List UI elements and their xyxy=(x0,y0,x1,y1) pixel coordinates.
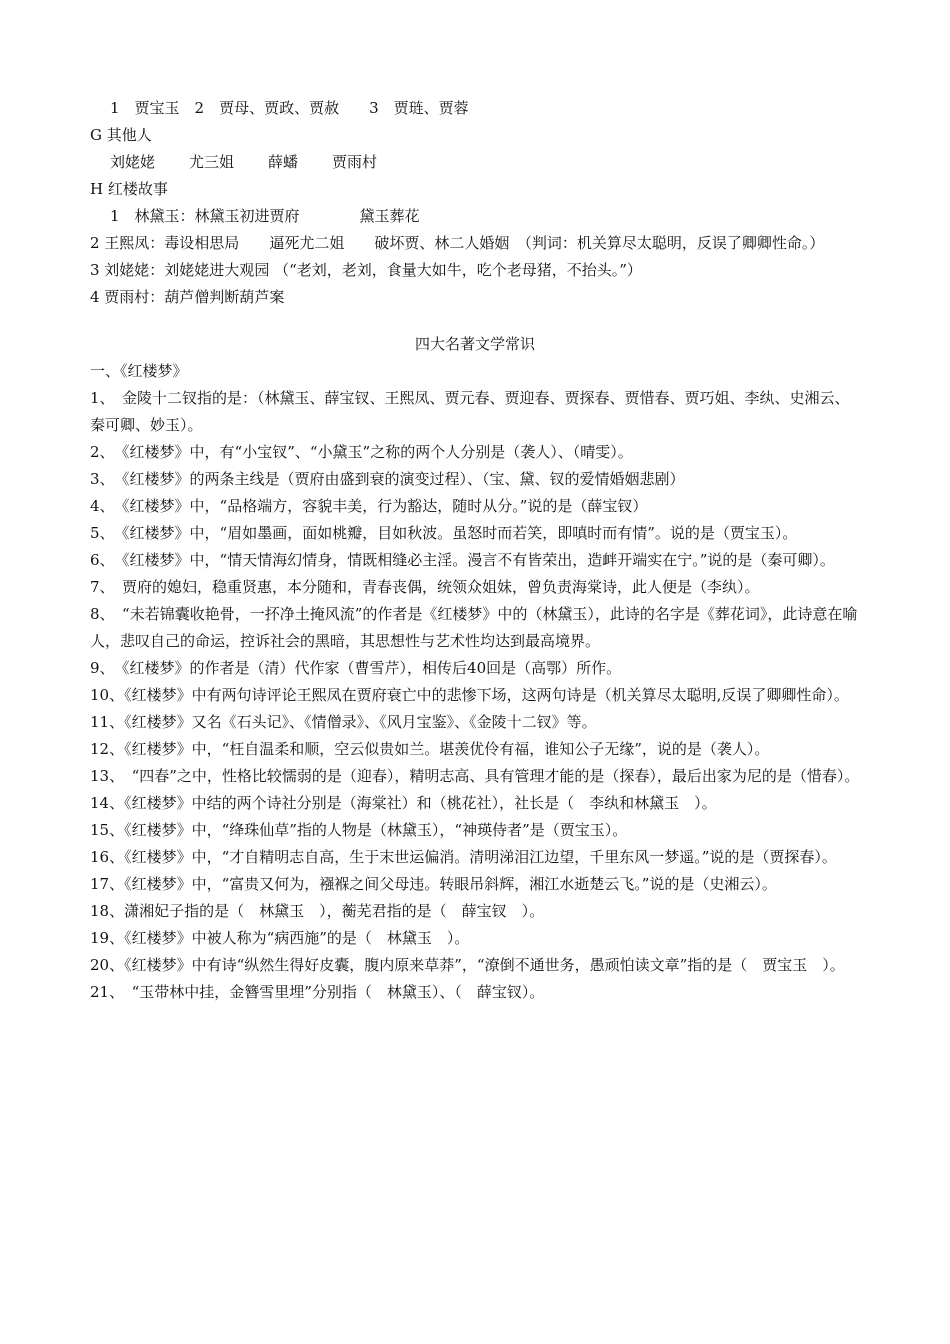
list-item: 17、《红楼梦》中，“富贵又何为，襁褓之间父母违。转眼吊斜辉，湘江水逝楚云飞。”说的是（史湘云）。 xyxy=(90,875,777,893)
person: 贾雨村 xyxy=(332,153,378,171)
list-item: 1、 金陵十二钗指的是：（林黛玉、薛宝钗、王熙凤、贾元春、贾迎春、贾探春、贾惜春、贾巧姐、李纨、史湘云、秦可卿、妙玉）。 xyxy=(90,389,850,434)
list-item: 11、《红楼梦》又名《石头记》、《情僧录》、《风月宝鉴》、《金陵十二钗》等。 xyxy=(90,713,597,731)
list-item: 18、潇湘妃子指的是（ 林黛玉 ），蘅芜君指的是（ 薛宝钗 ）。 xyxy=(90,902,545,920)
story-4: 4 贾雨村：葫芦僧判断葫芦案 xyxy=(90,288,285,306)
list-item: 10、《红楼梦》中有两句诗评论王熙凤在贾府衰亡中的悲惨下场，这两句诗是（机关算尽太聪明,反误了卿卿性命）。 xyxy=(90,686,849,704)
section-h-heading: H 红楼故事 xyxy=(90,180,168,198)
section-g-heading: G 其他人 xyxy=(90,126,152,144)
list-item: 14、《红楼梦》中结的两个诗社分别是（海棠社）和（桃花社），社长是（ 李纨和林黛玉 ）。 xyxy=(90,794,717,812)
list-item: 2、 《红楼梦》中，有“小宝钗”、“小黛玉”之称的两个人分别是（袭人）、（晴雯）。 xyxy=(90,443,633,461)
list-item: 12、《红楼梦》中，“枉自温柔和顺，空云似贵如兰。堪羡优伶有福，谁知公子无缘”，说的是（袭人）。 xyxy=(90,740,770,758)
story-3: 3 刘姥姥：刘姥姥进大观园 （“老刘，老刘，食量大如牛，吃个老母猪，不抬头。”） xyxy=(90,261,642,279)
person: 薛蟠 xyxy=(268,153,299,171)
list-item: 7、 贾府的媳妇，稳重贤惠，本分随和，青春丧偶，统领众姐妹，曾负责海棠诗，此人便是（李纨）。 xyxy=(90,578,760,596)
list-item: 21、 “玉带林中挂，金簪雪里埋”分别指（ 林黛玉）、（ 薛宝钗）。 xyxy=(90,983,545,1001)
list-item: 6、 《红楼梦》中，“情天情海幻情身，情既相缝必主淫。漫言不有皆荣出，造衅开端实在宁。”说的是（秦可卿）。 xyxy=(90,551,835,569)
list-item: 4、 《红楼梦》中，“品格端方，容貌丰美，行为豁达，随时从分。”说的是（薛宝钗） xyxy=(90,497,648,515)
list-item: 20、《红楼梦》中有诗“纵然生得好皮囊，腹内原来草莽”，“潦倒不通世务，愚顽怕读文章”指的是（ 贾宝玉 ）。 xyxy=(90,956,845,974)
list-item: 5、 《红楼梦》中，“眉如墨画，面如桃瓣，目如秋波。虽怒时而若笑，即嗔时而有情”。说的是（贾宝玉）。 xyxy=(90,524,798,542)
list-item: 9、 《红楼梦》的作者是（清）代作家（曹雪芹），相传后40回是（高鄂）所作。 xyxy=(90,659,622,677)
story-2: 2 王熙凤：毒设相思局 逼死尤二姐 破坏贾、林二人婚姻 （判词：机关算尽太聪明，反误了卿卿性命。） xyxy=(90,234,825,252)
section-g-people xyxy=(90,149,860,176)
top-line-1: 1 贾宝玉 2 贾母、贾政、贾赦 3 贾琏、贾蓉 xyxy=(110,99,469,117)
person: 刘姥姥 xyxy=(110,153,156,171)
document-page xyxy=(90,95,860,1006)
list-item: 8、 “未若锦囊收艳骨，一抔净土掩风流”的作者是《红楼梦》中的（林黛玉），此诗的名字是《葬花词》，此诗意在喻人，悲叹自己的命运，控诉社会的黑暗，其思想性与艺术性均达到最高境界。 xyxy=(90,605,858,650)
section-heading: 一、《红楼梦》 xyxy=(90,362,188,380)
list-item: 15、《红楼梦》中，“绛珠仙草”指的人物是（林黛玉），“神瑛侍者”是（贾宝玉）。 xyxy=(90,821,628,839)
page-title: 四大名著文学常识 xyxy=(414,335,535,353)
question-list xyxy=(90,385,860,1006)
list-item: 19、《红楼梦》中被人称为“病西施”的是（ 林黛玉 ）。 xyxy=(90,929,470,947)
list-item: 16、《红楼梦》中，“才自精明志自高，生于末世运偏消。清明涕泪江边望，千里东风一梦遥。”说的是（贾探春）。 xyxy=(90,848,837,866)
list-item: 13、 “四春”之中，性格比较懦弱的是（迎春），精明志高、具有管理才能的是（探春），最后出家为尼的是（惜春）。 xyxy=(90,767,860,785)
story-1: 1 林黛玉：林黛玉初进贾府 黛玉葬花 xyxy=(110,207,420,225)
person: 尤三姐 xyxy=(189,153,235,171)
list-item: 3、 《红楼梦》的两条主线是（贾府由盛到衰的演变过程）、（宝、黛、钗的爱情婚姻悲剧） xyxy=(90,470,685,488)
